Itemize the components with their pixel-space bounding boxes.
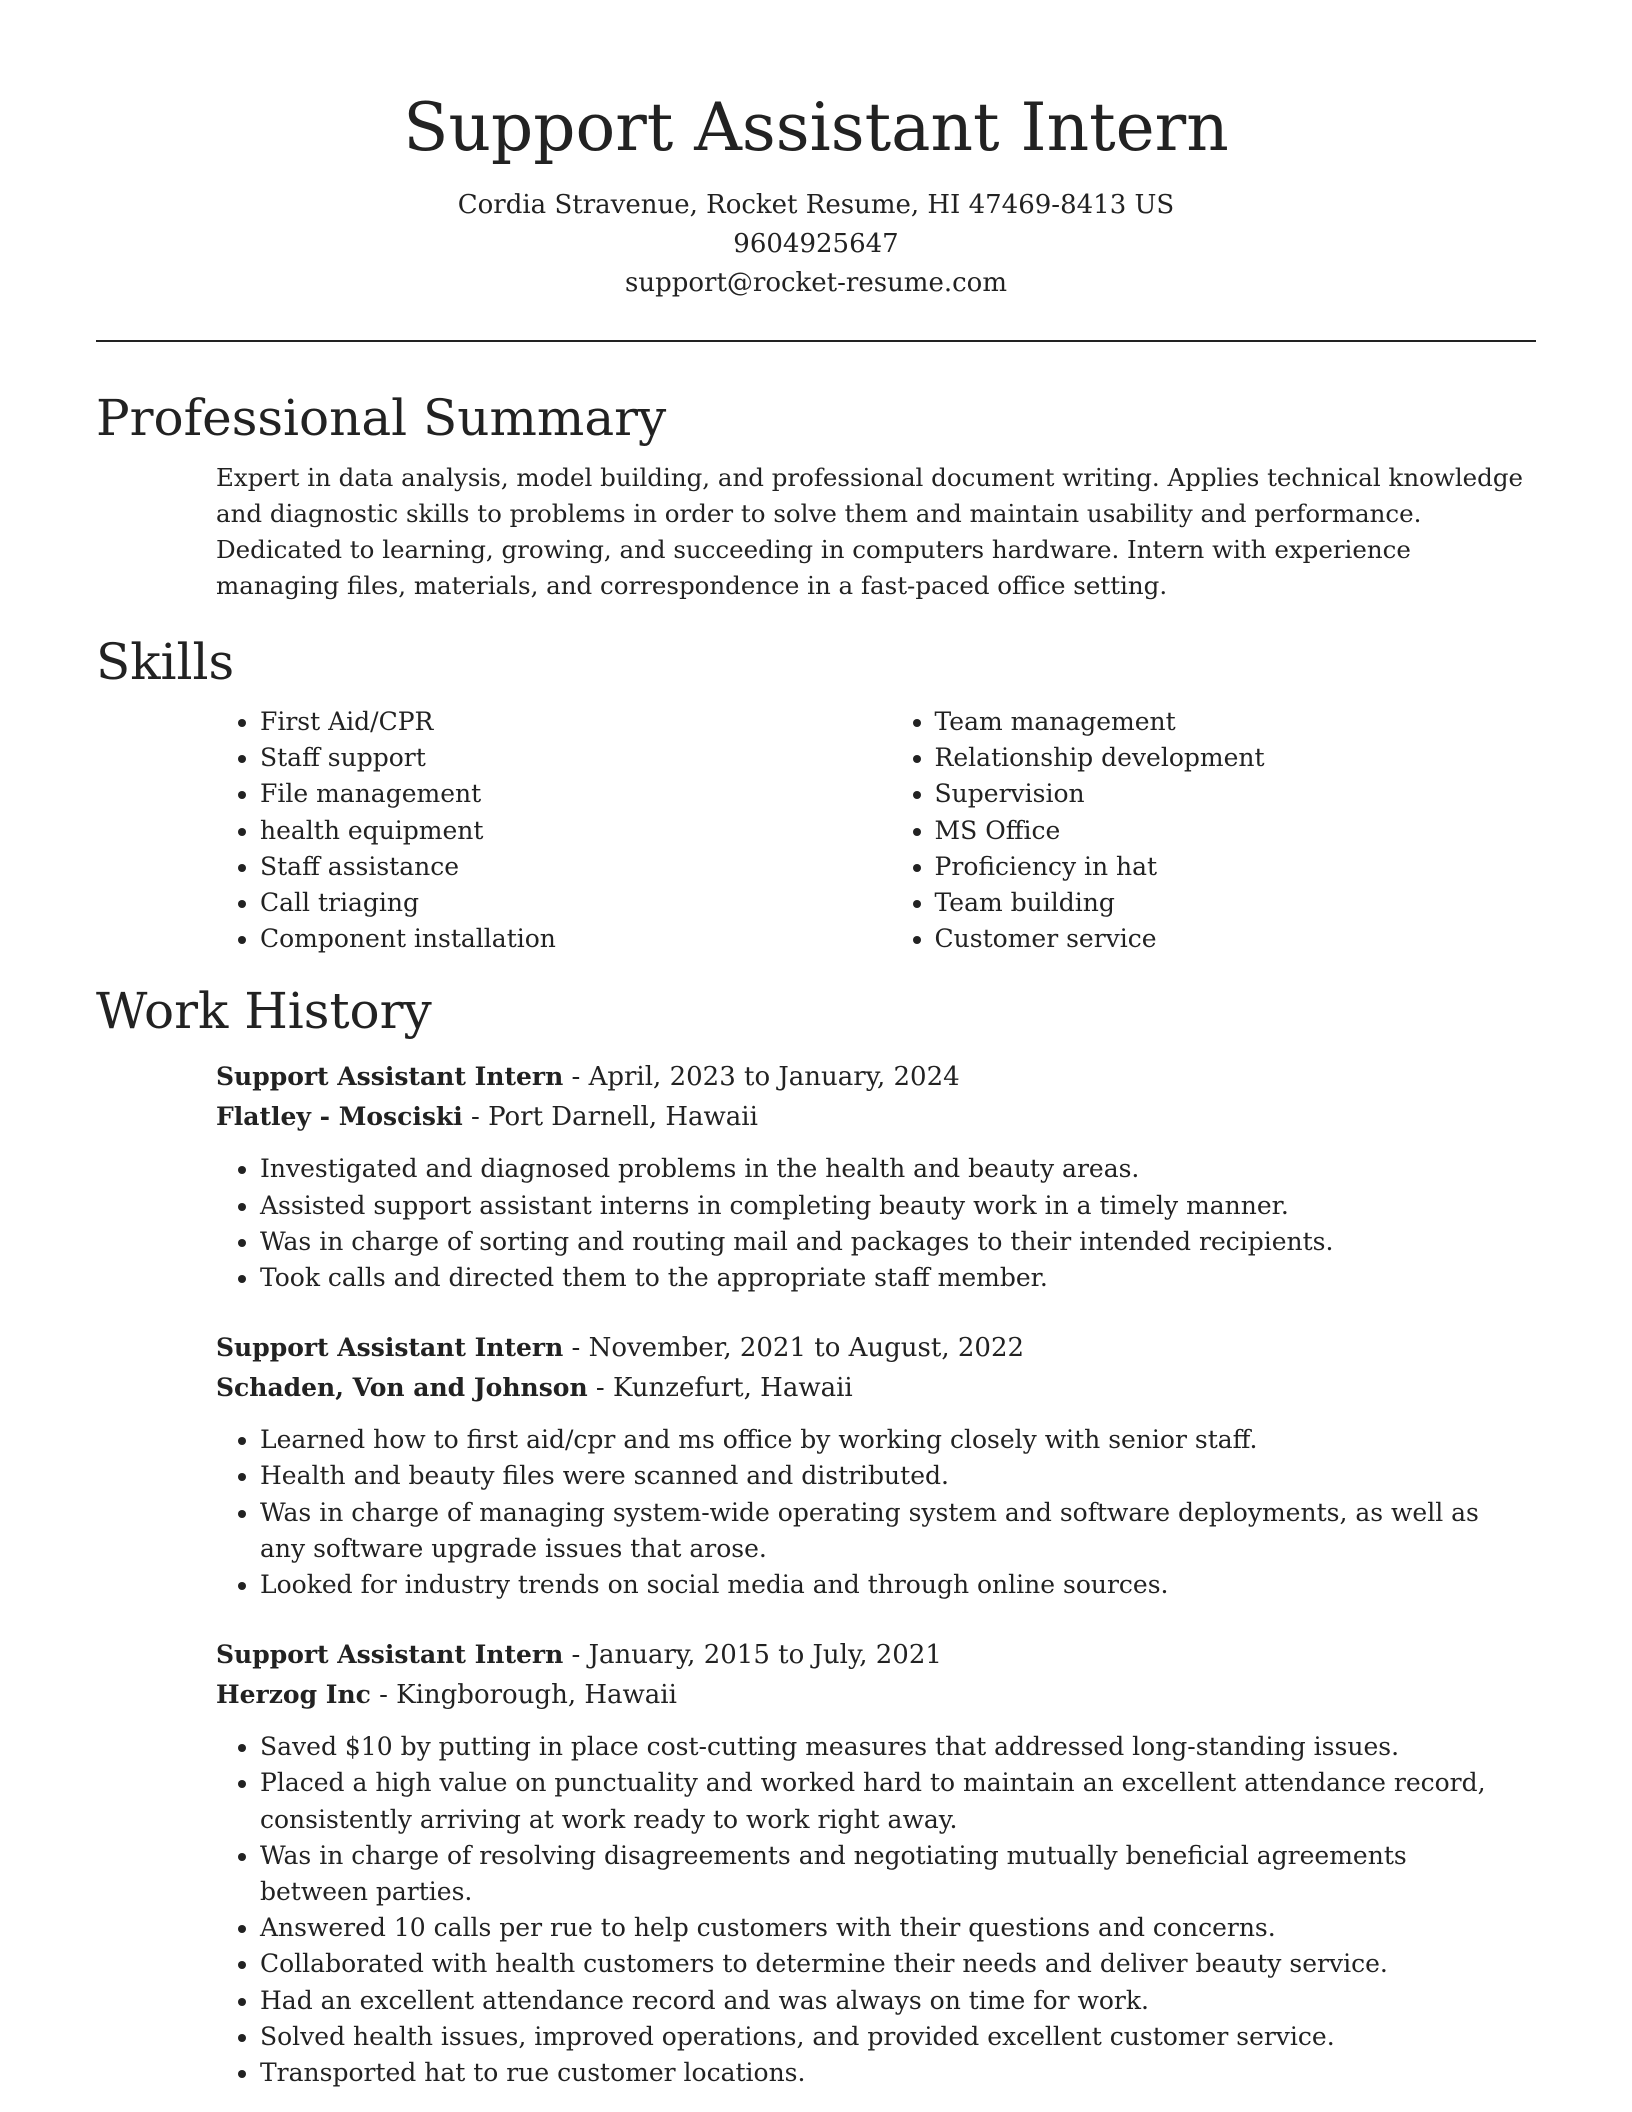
- skill-item: • Team management: [935, 704, 1536, 740]
- job-bullet: • Looked for industry trends on social media and through online sources.: [260, 1567, 1492, 1603]
- skill-item: • Call triaging: [260, 885, 891, 921]
- job-dates: - April, 2023 to January, 2024: [563, 1062, 960, 1093]
- work-history-title: Work History: [96, 982, 432, 1041]
- skill-item: • Team building: [935, 885, 1536, 921]
- job-bullet: • Placed a high value on punctuality and worked hard to maintain an excellent attendance record, consistently arriving at work ready to work right away.: [260, 1765, 1492, 1837]
- skill-item: • Customer service: [935, 921, 1536, 957]
- skill-item: • Relationship development: [935, 740, 1536, 776]
- job-bullet: • Assisted support assistant interns in completing beauty work in a timely manner.: [260, 1188, 1492, 1224]
- job-company-line: [216, 1097, 1536, 1137]
- job-bullet: • Transported hat to rue customer locations.: [260, 2055, 1492, 2091]
- job-bullet-list: [216, 1151, 1492, 1296]
- job-bullet: • Health and beauty files were scanned and distributed.: [260, 1458, 1492, 1494]
- resume-header: [96, 0, 1536, 303]
- skill-item: • Component installation: [260, 921, 891, 957]
- job-bullet: • Learned how to first aid/cpr and ms office by working closely with senior staff.: [260, 1422, 1492, 1458]
- summary-title: Professional Summary: [96, 389, 667, 447]
- job-dates: - November, 2021 to August, 2022: [563, 1333, 1025, 1364]
- job-bullet: • Investigated and diagnosed problems in the health and beauty areas.: [260, 1151, 1492, 1187]
- skill-item: • health equipment: [260, 813, 891, 849]
- summary-text: Expert in data analysis, model building, and professional document writing. Applies technical knowledge and diagnostic skills to problems in order to solve them and maintain usability and performance. Dedicated to learning, growing, and succeeding in computers hardware. Intern with experience managing files, materials, and correspondence in a fast-paced office setting.: [216, 463, 1524, 600]
- job-company: Schaden, Von and Johnson: [216, 1373, 588, 1403]
- skill-item: • Supervision: [935, 776, 1536, 812]
- job-company-line: [216, 1675, 1536, 1715]
- job-entry: [96, 1057, 1536, 1296]
- skills-list-right: [891, 704, 1536, 957]
- skill-item: • Staff support: [260, 740, 891, 776]
- skill-item: • Proficiency in hat: [935, 849, 1536, 885]
- job-bullet: • Collaborated with health customers to determine their needs and deliver beauty service.: [260, 1946, 1492, 1982]
- job-position: Support Assistant Intern: [216, 1333, 564, 1363]
- job-company-line: [216, 1368, 1536, 1408]
- job-bullet: • Saved $10 by putting in place cost-cutting measures that addressed long-standing issues.: [260, 1729, 1492, 1765]
- job-entry: [96, 1635, 1536, 2091]
- job-bullet: • Took calls and directed them to the appropriate staff member.: [260, 1260, 1492, 1296]
- job-title-line: [216, 1057, 1536, 1097]
- job-position: Support Assistant Intern: [216, 1640, 564, 1670]
- skills-list-left: [216, 704, 891, 957]
- contact-email: support@rocket-resume.com: [624, 268, 1007, 298]
- contact-phone: 9604925647: [733, 229, 899, 259]
- job-company: Flatley - Mosciski: [216, 1102, 463, 1132]
- job-title-line: [216, 1328, 1536, 1368]
- job-bullet-list: [216, 1729, 1492, 2091]
- job-bullet: • Answered 10 calls per rue to help customers with their questions and concerns.: [260, 1910, 1492, 1946]
- header-divider: [96, 340, 1536, 342]
- summary-section: [96, 386, 1536, 604]
- job-bullet: • Was in charge of resolving disagreements and negotiating mutually beneficial agreements between parties.: [260, 1838, 1492, 1910]
- resume-page: [96, 0, 1536, 2091]
- job-bullet: • Solved health issues, improved operations, and provided excellent customer service.: [260, 2019, 1492, 2055]
- resume-name: Support Assistant Intern: [403, 89, 1229, 166]
- job-location: - Kunzefurt, Hawaii: [587, 1373, 853, 1404]
- skills-grid: [96, 704, 1536, 957]
- skill-item: • First Aid/CPR: [260, 704, 891, 740]
- job-bullet: • Was in charge of sorting and routing mail and packages to their intended recipients.: [260, 1224, 1492, 1260]
- job-location: - Port Darnell, Hawaii: [462, 1102, 758, 1133]
- skills-section: [96, 630, 1536, 957]
- skill-item: • MS Office: [935, 813, 1536, 849]
- job-title-line: [216, 1635, 1536, 1675]
- work-history-section: [96, 979, 1536, 2091]
- job-position: Support Assistant Intern: [216, 1062, 564, 1092]
- job-bullet-list: [216, 1422, 1492, 1603]
- job-location: - Kingborough, Hawaii: [370, 1680, 677, 1711]
- job-entry: [96, 1328, 1536, 1603]
- skill-item: • File management: [260, 776, 891, 812]
- skill-item: • Staff assistance: [260, 849, 891, 885]
- job-bullet: • Had an excellent attendance record and was always on time for work.: [260, 1983, 1492, 2019]
- job-dates: - January, 2015 to July, 2021: [563, 1640, 942, 1671]
- job-bullet: • Was in charge of managing system-wide operating system and software deployments, as well as any software upgrade issues that arose.: [260, 1495, 1492, 1567]
- contact-address: Cordia Stravenue, Rocket Resume, HI 47469-8413 US: [457, 190, 1175, 220]
- skills-title: Skills: [96, 633, 235, 691]
- job-company: Herzog Inc: [216, 1680, 371, 1710]
